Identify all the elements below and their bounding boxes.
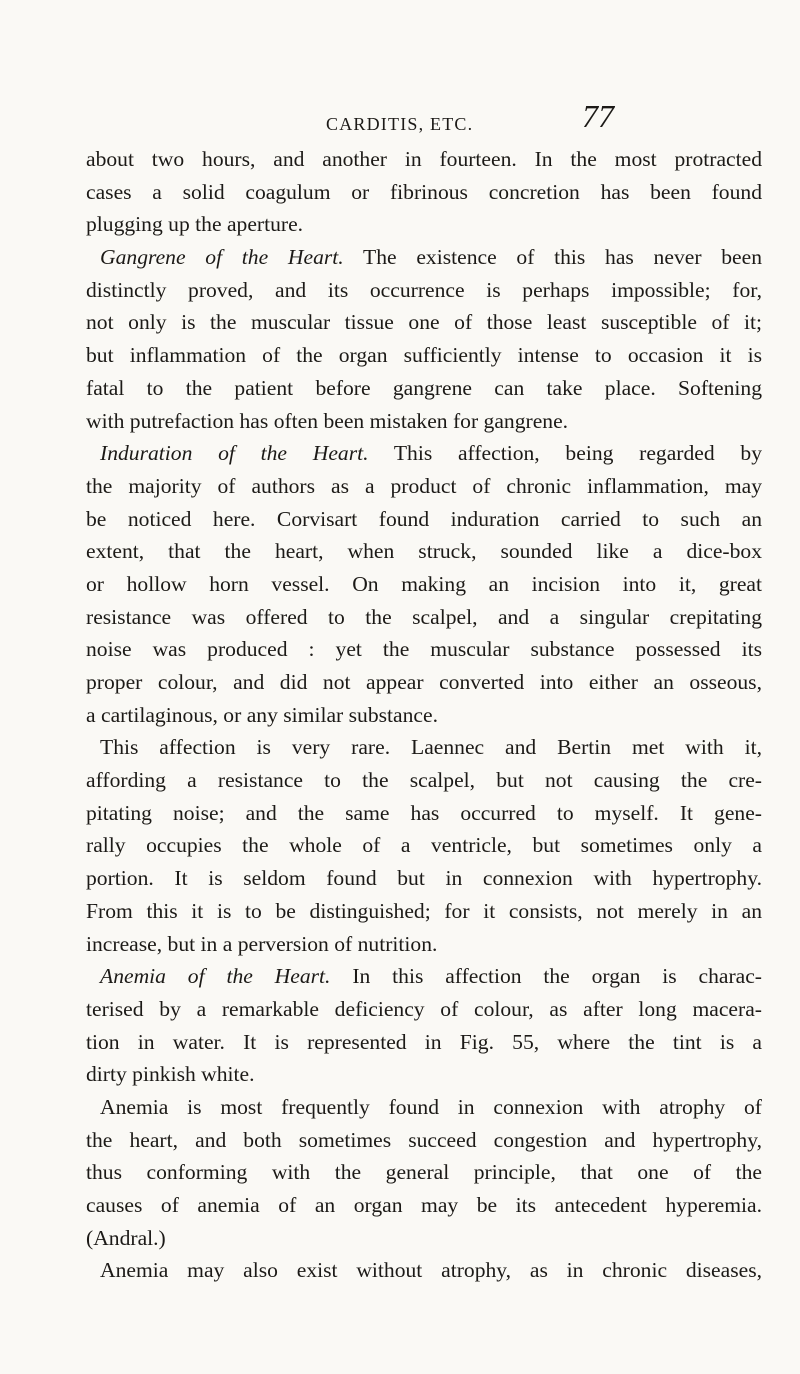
text-line: but inflammation of the organ sufficiently intense to occasion it is — [86, 343, 762, 368]
text-line: dirty pinkish white. — [86, 1062, 255, 1087]
page-number: 77 — [582, 98, 614, 134]
text-line: noise was produced : yet the muscular substance possessed its — [86, 637, 762, 662]
text-line: cases a solid coagulum or fibrinous concretion has been found — [86, 179, 762, 204]
text-line: the heart, and both sometimes succeed congestion and hypertrophy, — [86, 1127, 762, 1152]
text-line: terised by a remarkable deficiency of colour, as after long macera- — [86, 996, 762, 1021]
text-line: This affection is very rare. Laennec and Bertin met with it, — [100, 735, 762, 760]
text-line: portion. It is seldom found but in connexion with hypertrophy. — [86, 866, 762, 891]
text-line: a cartilaginous, or any similar substance. — [86, 702, 438, 727]
page-header — [232, 92, 632, 132]
text-line: tion in water. It is represented in Fig. 55, where the tint is a — [86, 1029, 762, 1054]
section-heading-gangrene: Gangrene of the Heart. — [100, 245, 344, 270]
text-line: the majority of authors as a product of chronic inflammation, may — [86, 473, 762, 498]
text-line: or hollow horn vessel. On making an incision into it, great — [86, 571, 762, 596]
text-line: not only is the muscular tissue one of those least susceptible of it; — [86, 310, 762, 335]
text-line: increase, but in a perversion of nutrition. — [86, 931, 438, 956]
section-heading-line: Gangrene of the Heart. The existence of this has never been — [100, 245, 763, 270]
text-line: plugging up the aperture. — [86, 212, 304, 237]
section-heading-line: Anemia of the Heart. In this affection the organ is charac- — [100, 964, 762, 989]
text-line: (Andral.) — [86, 1225, 166, 1250]
text-line: thus conforming with the general principle, that one of the — [86, 1160, 762, 1185]
text-line: From this it is to be distinguished; for it consists, not merely in an — [86, 898, 762, 923]
text-line: causes of anemia of an organ may be its antecedent hyperemia. — [86, 1193, 762, 1217]
text-line: fatal to the patient before gangrene can take place. Softening — [86, 375, 762, 400]
body-text — [86, 143, 762, 1287]
section-heading-anemia: Anemia of the Heart. — [100, 964, 331, 989]
text-line: extent, that the heart, when struck, sounded like a dice-box — [86, 539, 762, 564]
text-line: Anemia is most frequently found in connexion with atrophy of — [100, 1094, 762, 1119]
text-line: distinctly proved, and its occurrence is perhaps impossible; for, — [86, 277, 762, 302]
text-line: pitating noise; and the same has occurred to myself. It gene- — [86, 800, 762, 825]
text-line: affording a resistance to the scalpel, but not causing the cre- — [86, 768, 762, 793]
section-heading-line: Induration of the Heart. This affection, being regarded by — [100, 441, 762, 466]
text-line: with putrefaction has often been mistaken for gangrene. — [86, 408, 569, 433]
text-line: proper colour, and did not appear converted into either an osseous, — [86, 670, 762, 694]
text-line: Anemia may also exist without atrophy, as in chronic diseases, — [100, 1258, 762, 1283]
text-line: resistance was offered to the scalpel, and a singular crepitating — [86, 604, 762, 629]
text-line: about two hours, and another in fourteen. In the most protracted — [86, 147, 762, 171]
text-line: be noticed here. Corvisart found induration carried to such an — [86, 506, 762, 531]
running-head: CARDITIS, ETC. — [326, 114, 474, 134]
text-line: rally occupies the whole of a ventricle, but sometimes only a — [86, 833, 762, 858]
section-heading-induration: Induration of the Heart. — [100, 441, 369, 466]
